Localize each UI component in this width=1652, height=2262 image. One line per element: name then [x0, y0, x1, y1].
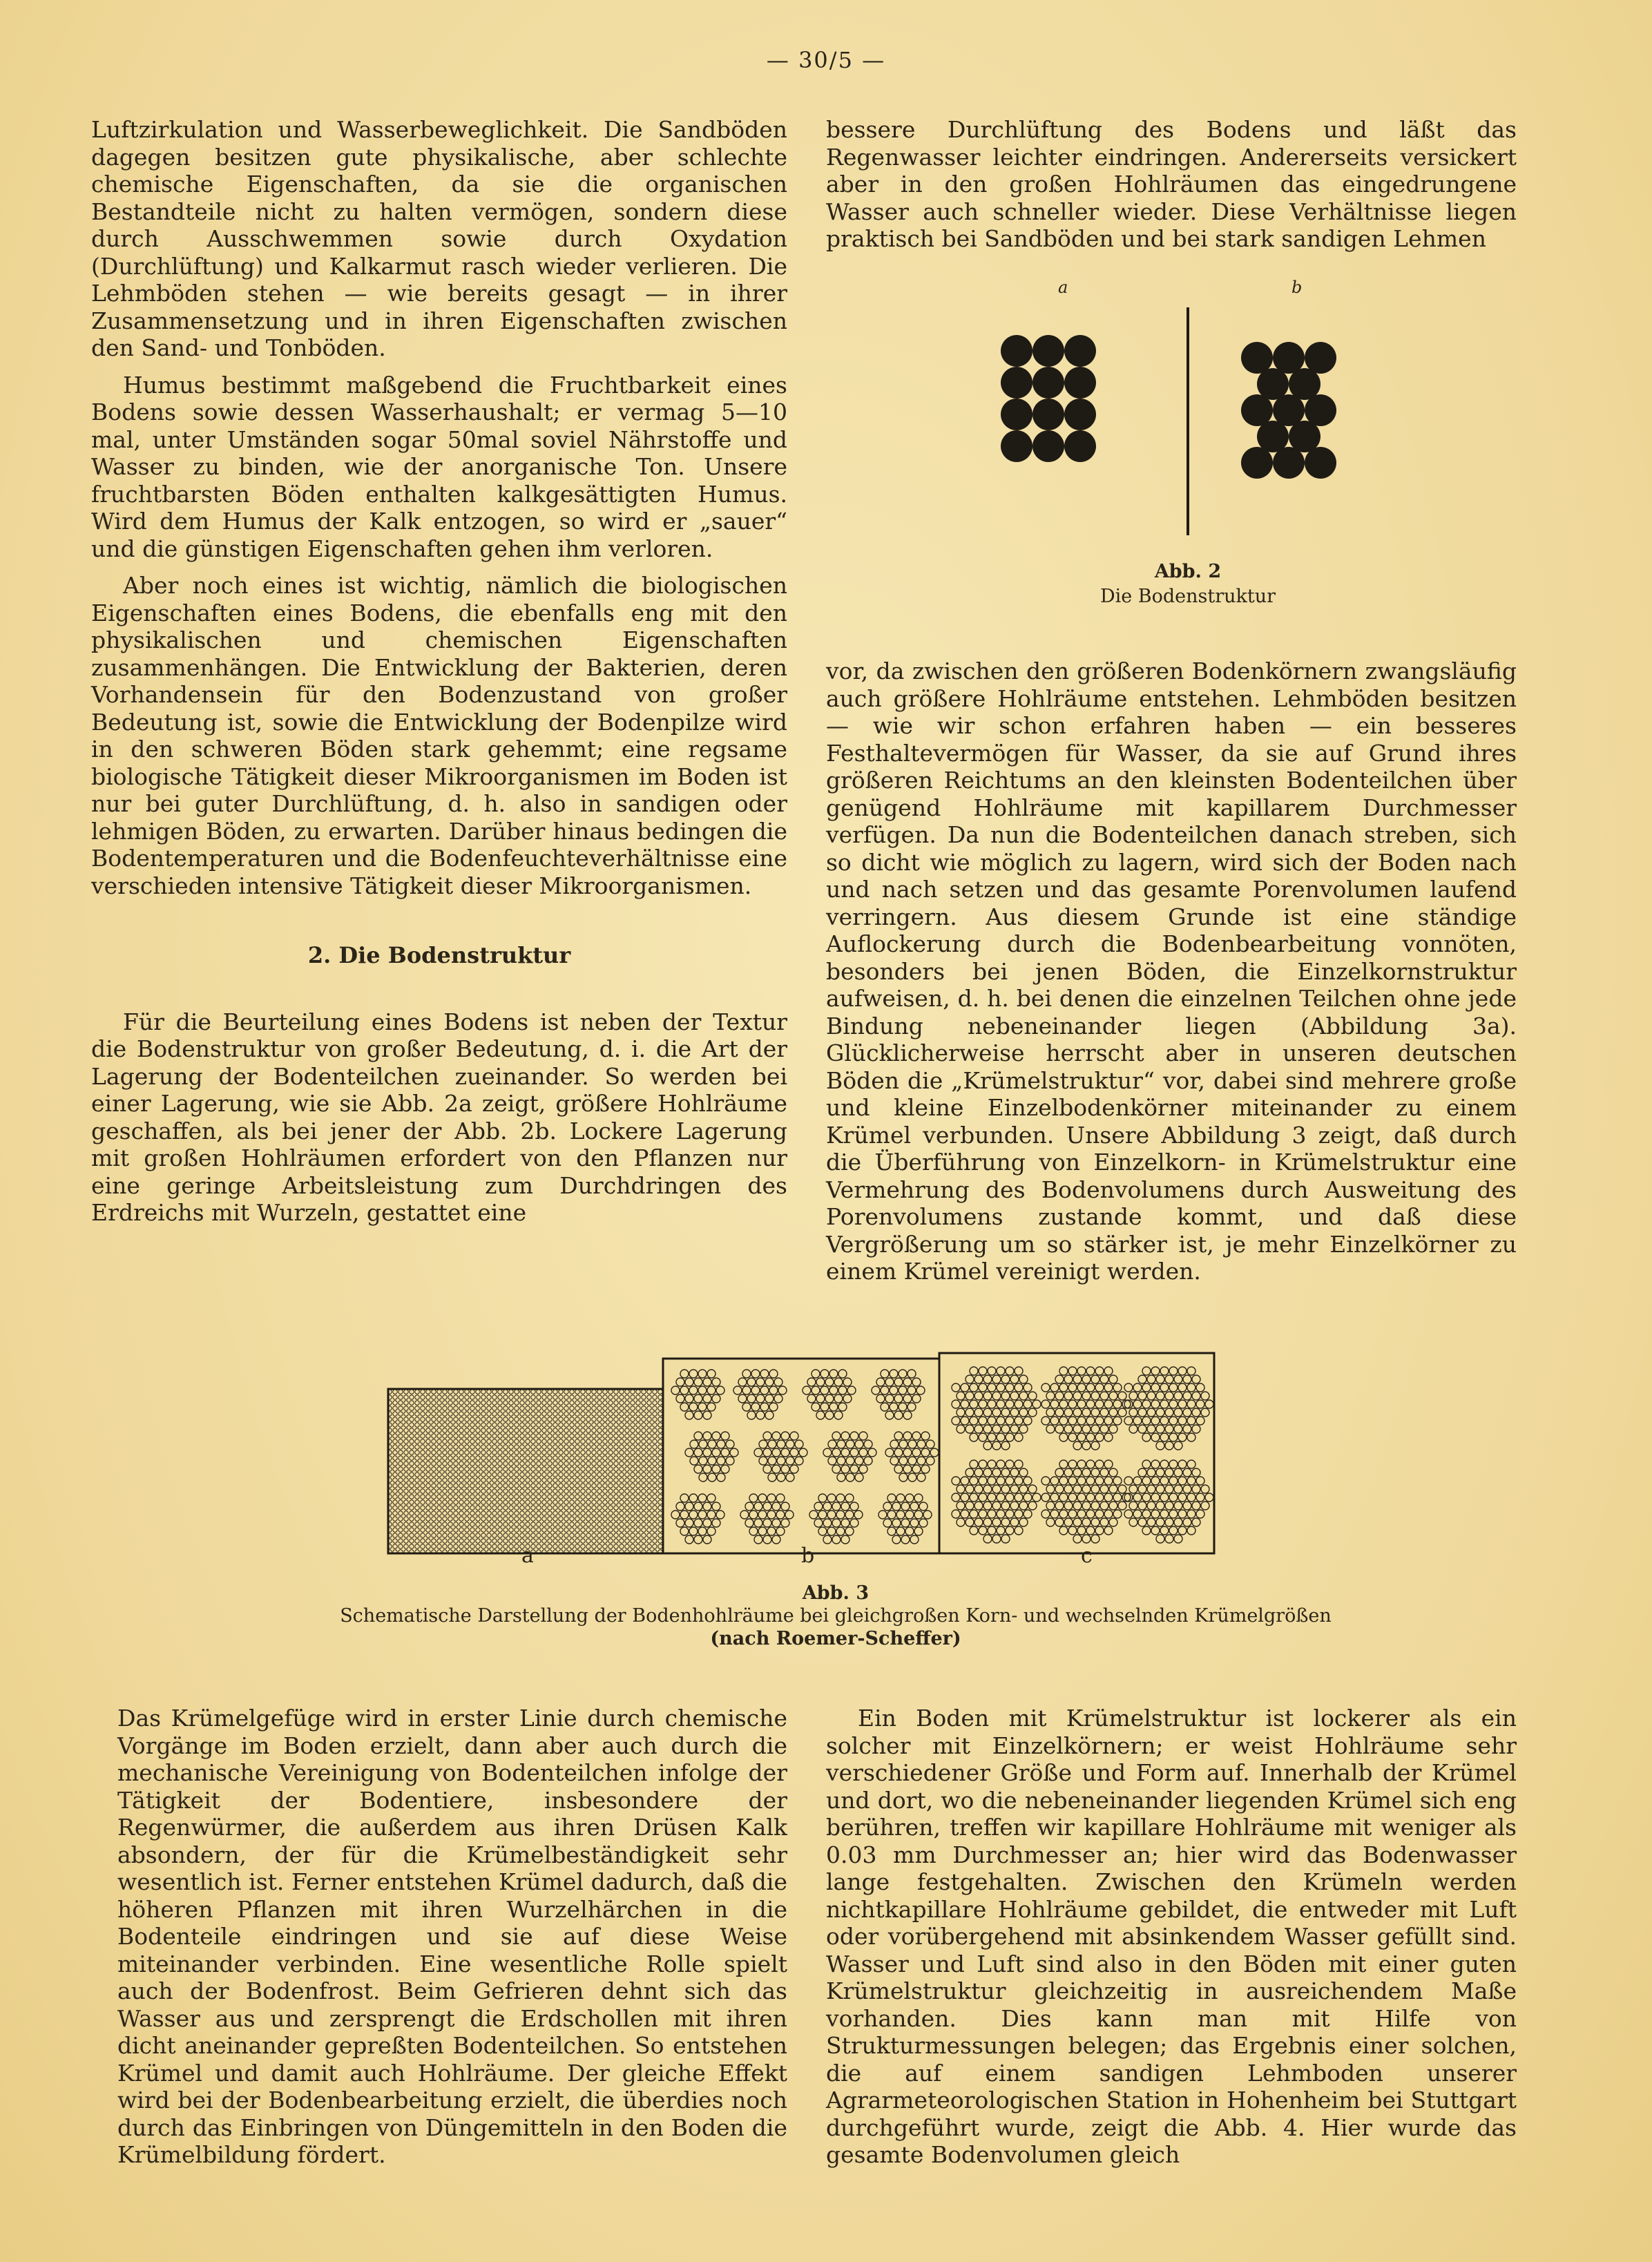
- left-column-top: [91, 116, 787, 1236]
- grain-circle: [1032, 430, 1064, 462]
- grain-circle: [1273, 447, 1305, 479]
- figure-3-label-c: c: [1081, 1544, 1093, 1568]
- right-column-mid: [826, 658, 1517, 1295]
- figure-3-label-b: b: [801, 1544, 815, 1568]
- figure-2-label-b: b: [1291, 278, 1303, 297]
- paragraph-aeration: bessere Durchlüftung des Bodens und läßt das Regenwasser leichter eindringen. Andererseits versickert aber in den großen Hohlräumen das eingedrungene Wasser auch schneller wieder. Diese Verhältnisse liegen praktisch bei Sandböden und bei stark sandigen Lehmen: [826, 116, 1517, 252]
- grain-circle: [1032, 335, 1064, 367]
- grain-circle: [1305, 447, 1336, 479]
- right-column-top: [826, 116, 1517, 262]
- left-column-bottom: [117, 1705, 787, 2178]
- paragraph-humus: Humus bestimmt maßgebend die Fruchtbarkeit eines Bodens sowie dessen Wasserhaushalt; er vermag 5—10 mal, unter Umständen sogar 50mal soviel Nährstoffe und Wasser zu binden, wie der anorganische Ton. Unsere fruchtbarsten Böden enthalten kalkgesättigten Humus. Wird dem Humus der Kalk entzogen, so wird er „sauer“ und die günstigen Eigenschaften gehen ihm verloren.: [91, 371, 787, 562]
- grain-grid-a: [1001, 335, 1096, 462]
- paragraph-crumb-soil: Ein Boden mit Krümelstruktur ist lockerer als ein solcher mit Einzelkörnern; er weist Hohlräume sehr verschiedener Größe und Form auf. Innerhalb der Krümel und dort, wo die nebeneinander liegenden Krümel sich eng berühren, treffen wir kapillare Hohlräume mit weniger als 0.03 mm Durchmesser an; hier wird das Bodenwasser lange festgehalten. Zwischen den Krümeln werden nichtkapillare Hohlräume gebildet, die entweder mit Luft oder vorübergehend mit absinkendem Wasser gefüllt sind. Wasser und Luft sind also in den Böden mit einer guten Krümelstruktur gleichzeitig in ausreichendem Maße vorhanden. Dies kann man mit Hilfe von Strukturmessungen belegen; das Ergebnis einer solchen, die auf einem sandigen Lehmboden unserer Agrarmeteorologischen Station in Hohenheim bei Stuttgart durchgeführt wurde, zeigt die Abb. 4. Hier wurde das gesamte Bodenvolumen gleich: [826, 1705, 1517, 2168]
- figure-3-label-a: a: [521, 1544, 534, 1568]
- figure-3-caption: [180, 1582, 1492, 1650]
- grain-circle: [1064, 430, 1096, 462]
- figure-2-title: Abb. 2: [1154, 561, 1222, 582]
- paragraph-biology: Aber noch eines ist wichtig, nämlich die biologischen Eigenschaften eines Bodens, die ebenfalls eng mit den physikalischen und chemischen Eigenschaften zusammenhängen. Die Entwicklung der Bakterien, deren Vorhandensein für den Bodenzustand von großer Bedeutung ist, sowie die Entwicklung der Bodenpilze wird in den schweren Böden stark gehemmt; eine regsame biologische Tätigkeit dieser Mikroorganismen im Boden ist nur bei guter Durchlüftung, d. h. also in sandigen oder lehmigen Böden, zu erwarten. Darüber hinaus bedingen die Bodentemperaturen und die Bodenfeuchteverhältnisse eine verschieden intensive Tätigkeit dieser Mikroorganismen.: [91, 572, 787, 899]
- figure-3-source: (nach Roemer-Scheffer): [710, 1628, 961, 1649]
- grain-circle: [1064, 399, 1096, 430]
- paragraph-soil-types: Luftzirkulation und Wasserbeweglichkeit. Die Sandböden dagegen besitzen gute physikalische, aber schlechte chemische Eigenschaften, da sie die organischen Bestandteile nicht zu halten vermögen, sondern diese durch Ausschwemmen sowie durch Oxydation (Durchlüftung) und Kalkarmut rasch wieder verlieren. Die Lehmböden stehen — wie bereits gesagt — in ihrer Zusammensetzung und in ihren Eigenschaften zwischen den Sand- und Tonböden.: [91, 116, 787, 361]
- figure-3-diagram: [387, 1350, 1216, 1557]
- grain-circle: [1032, 399, 1064, 430]
- grain-circle: [1064, 367, 1096, 399]
- figure-2-label-a: a: [1058, 278, 1068, 297]
- grain-circle: [1001, 367, 1032, 399]
- grain-circle: [1001, 335, 1032, 367]
- section-heading: 2. Die Bodenstruktur: [307, 942, 571, 968]
- grain-circle: [1001, 430, 1032, 462]
- grain-grid-b: [1241, 342, 1336, 479]
- figure-2-subtitle: Die Bodenstruktur: [1099, 586, 1276, 607]
- grain-circle: [1032, 367, 1064, 399]
- paragraph-crumb-formation: Das Krümelgefüge wird in erster Linie durch chemische Vorgänge im Boden erzielt, dann aber auch durch die mechanische Vereinigung von Bodenteilchen infolge der Tätigkeit der Bodentiere, insbesondere der Regenwürmer, die außerdem aus ihren Drüsen Kalk absondern, der für die Krümelbeständigkeit sehr wesentlich ist. Ferner entstehen Krümel dadurch, daß die höheren Pflanzen mit ihren Wurzelhärchen in die Bodenteile eindringen und sie auf diese Weise miteinander verbinden. Eine wesentliche Rolle spielt auch der Bodenfrost. Beim Gefrieren dehnt sich das Wasser aus und zersprengt die Erdschollen mit ihren dicht aneinander gepreßten Bodenteilchen. So entstehen Krümel und damit auch Hohlräume. Der gleiche Effekt wird bei der Bodenbearbeitung erzielt, die überdies noch durch das Einbringen von Düngemitteln in den Boden die Krümelbildung fördert.: [117, 1705, 787, 2168]
- paragraph-structure-intro: Für die Beurteilung eines Bodens ist neben der Textur die Bodenstruktur von großer Bedeutung, d. i. die Art der Lagerung der Bodenteilchen zueinander. So werden bei einer Lagerung, wie sie Abb. 2a zeigt, größere Hohlräume geschaffen, als bei jener der Abb. 2b. Lockere Lagerung mit großen Hohlräumen erfordert von den Pflanzen nur eine geringe Arbeitsleistung zum Durchdringen des Erdreichs mit Wurzeln, gestattet eine: [91, 1008, 787, 1226]
- figure-3-caption-text: Schematische Darstellung der Bodenhohlräume bei gleichgroßen Korn- und wechselnden Krümelgrößen: [340, 1605, 1332, 1627]
- figure-2-caption: [967, 559, 1409, 609]
- figure-3-panel-a: [388, 1389, 663, 1553]
- grain-circle: [1241, 447, 1273, 479]
- figure-3-title: Abb. 3: [802, 1582, 870, 1604]
- right-column-bottom: [826, 1705, 1517, 2178]
- paragraph-crumb-structure: vor, da zwischen den größeren Bodenkörnern zwangsläufig auch größere Hohlräume entstehen. Lehmböden besitzen — wie wir schon erfahren haben — ein besseres Festhaltevermögen für Wasser, da sie auf Grund ihres größeren Reichtums an den kleinsten Bodenteilchen über genügend Hohlräume mit kapillarem Durchmesser verfügen. Da nun die Bodenteilchen danach streben, sich so dicht wie möglich zu lagern, wird sich der Boden nach und nach setzen und das gesamte Porenvolumen laufend verringern. Aus diesem Grunde ist eine ständige Auflockerung durch die Bodenbearbeitung vonnöten, besonders bei jenen Böden, die Einzelkornstruktur aufweisen, d. h. bei denen die einzelnen Teilchen ohne jede Bindung nebeneinander liegen (Abbildung 3a). Glücklicherweise herrscht aber in unseren deutschen Böden die „Krümelstruktur“ vor, dabei sind mehrere große und kleine Einzelbodenkörner miteinander zu einem Krümel verbunden. Unsere Abbildung 3 zeigt, daß durch die Überführung von Einzelkorn- in Krümelstruktur eine Vermehrung des Bodenvolumens durch Ausweitung des Porenvolumens zustande kommt, und daß diese Vergrößerung um so stärker ist, je mehr Einzelkörner zu einem Krümel vereinigt werden.: [826, 658, 1517, 1285]
- grain-circle: [1001, 399, 1032, 430]
- grain-circle: [1064, 335, 1096, 367]
- page-number: — 30/5 —: [766, 47, 886, 73]
